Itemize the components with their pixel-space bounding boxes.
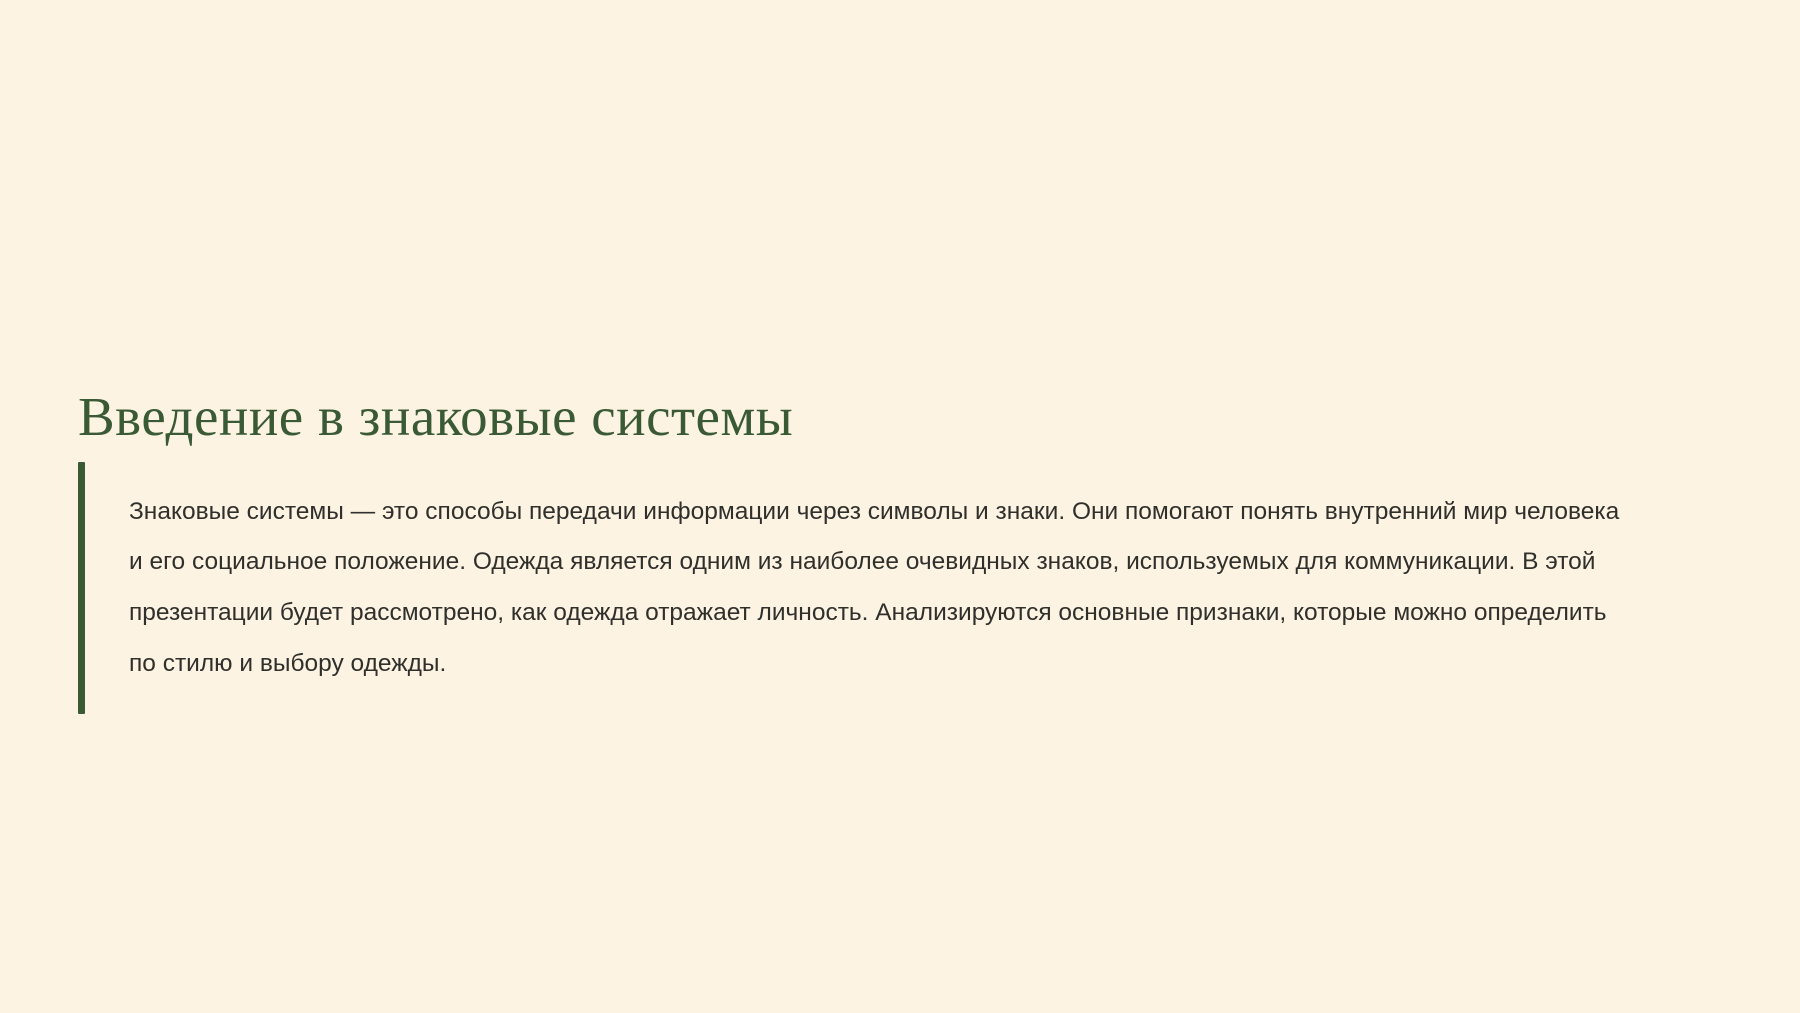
body-content-block (78, 462, 1638, 714)
body-paragraph: Знаковые системы — это способы передачи информации через символы и знаки. Они помогают понять внутренний мир человека и его социальное положение. Одежда является одним из наиболее очевидных знаков, используемых для коммуникации. В этой презентации будет рассмотрено, как одежда отражает личность. Анализируются основные признаки, которые можно определить по стилю и выбору одежды. (129, 497, 1620, 677)
page-title: Введение в знаковые системы (78, 385, 794, 447)
accent-bar (78, 462, 85, 714)
